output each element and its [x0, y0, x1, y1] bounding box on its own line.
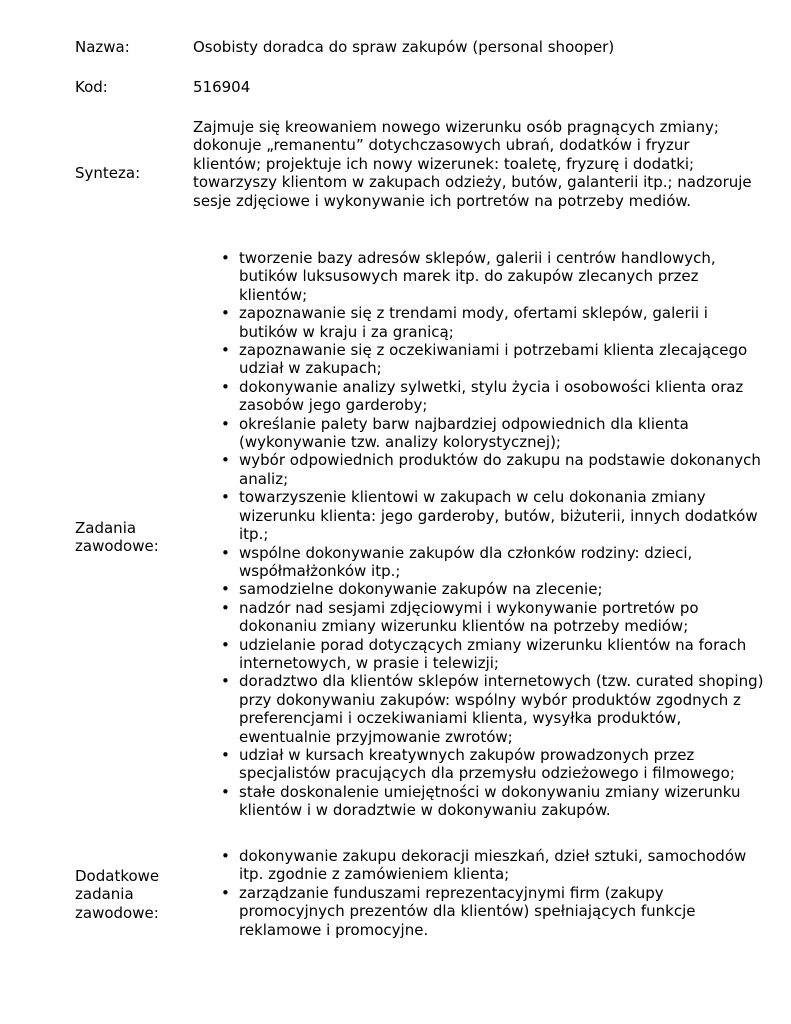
additional-tasks-label-line2: zadania — [75, 885, 134, 904]
list-item: • towarzyszenie klientowi w zakupach w celu dokonania zmiany wizerunku klienta: jego garderoby, butów, biżuterii, innych dodatków itp.; — [221, 488, 769, 543]
list-item: • udział w kursach kreatywnych zakupów prowadzonych przez specjalistów pracujących dla przemysłu odzieżowego i filmowego; — [221, 746, 769, 783]
tasks-label-line1: Zadania — [75, 519, 137, 537]
list-item: • zapoznawanie się z oczekiwaniami i potrzebami klienta zlecającego udział w zakupach; — [221, 341, 769, 378]
list-item: • wspólne dokonywanie zakupów dla członków rodziny: dzieci, współmałżonków itp.; — [221, 544, 769, 581]
additional-tasks-label — [75, 867, 185, 922]
list-item: • wybór odpowiednich produktów do zakupu na podstawie dokonanych analiz; — [221, 451, 769, 488]
list-item: • zarządzanie funduszami reprezentacyjnymi firm (zakupy promocyjnych prezentów dla klientów) spełniających funkcje reklamowe i promocyjne. — [221, 884, 769, 939]
additional-tasks-list — [221, 847, 769, 939]
tasks-label — [75, 519, 185, 556]
synthesis-text: Zajmuje się kreowaniem nowego wizerunku osób pragnących zmiany; dokonuje „remanentu” dotychczasowych ubrań, dodatków i fryzur klientów; projektuje ich nowy wizerunek: toaletę, fryzurę i dodatki; towarzyszy klientom w zakupach odzieży, butów, galanterii itp.; nadzoruje sesje zdjęciowe i wykonywanie ich portretów na potrzeby mediów. — [193, 118, 752, 210]
code-label: Kod: — [75, 78, 108, 96]
name-value: Osobisty doradca do spraw zakupów (personal shooper) — [193, 38, 615, 56]
list-item: • dokonywanie analizy sylwetki, stylu życia i osobowości klienta oraz zasobów jego garderoby; — [221, 378, 769, 415]
tasks-list — [221, 249, 769, 820]
list-item: • udzielanie porad dotyczących zmiany wizerunku klientów na forach internetowych, w prasie i telewizji; — [221, 636, 769, 673]
list-item: • określanie palety barw najbardziej odpowiednich dla klienta (wykonywanie tzw. analizy kolorystycznej); — [221, 415, 769, 452]
list-item: • stałe doskonalenie umiejętności w dokonywaniu zmiany wizerunku klientów i w doradztwie w dokonywaniu zakupów. — [221, 783, 769, 820]
synthesis-label: Synteza: — [75, 164, 141, 182]
additional-tasks-label-line3: zawodowe: — [75, 903, 159, 922]
additional-tasks-label-line1: Dodatkowe — [75, 867, 160, 885]
list-item: • samodzielne dokonywanie zakupów na zlecenie; — [221, 580, 769, 598]
tasks-label-line2: zawodowe: — [75, 537, 159, 556]
list-item: • zapoznawanie się z trendami mody, ofertami sklepów, galerii i butików w kraju i za granicą; — [221, 304, 769, 341]
code-value: 516904 — [193, 78, 251, 96]
synthesis-value — [193, 118, 753, 210]
list-item: • tworzenie bazy adresów sklepów, galerii i centrów handlowych, butików luksusowych marek itp. do zakupów zlecanych przez klientów; — [221, 249, 769, 304]
list-item: • dokonywanie zakupu dekoracji mieszkań, dzieł sztuki, samochodów itp. zgodnie z zamówieniem klienta; — [221, 847, 769, 884]
list-item: • nadzór nad sesjami zdjęciowymi i wykonywanie portretów po dokonaniu zmiany wizerunku klientów na potrzeby mediów; — [221, 599, 769, 636]
name-label: Nazwa: — [75, 38, 130, 56]
list-item: • doradztwo dla klientów sklepów internetowych (tzw. curated shoping) przy dokonywaniu zakupów: wspólny wybór produktów zgodnych z preferencjami i oczekiwaniami klienta, wysyłka produktów, ewentualnie przyjmowanie zwrotów; — [221, 672, 769, 746]
